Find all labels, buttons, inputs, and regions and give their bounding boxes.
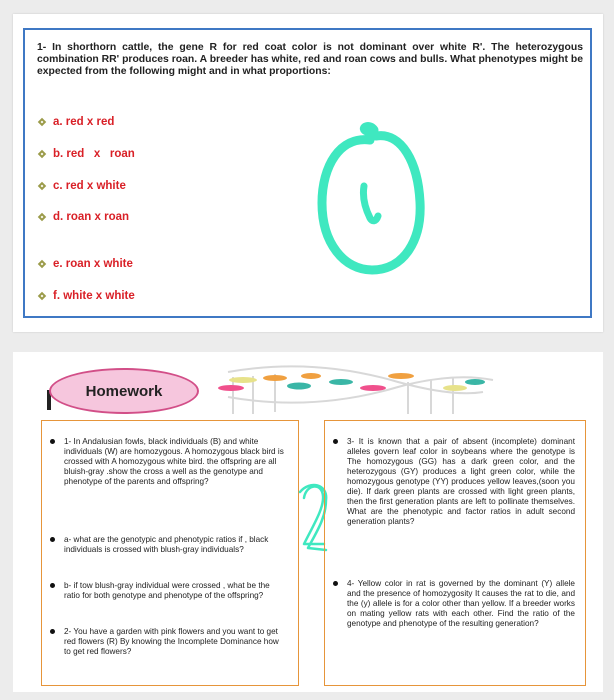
diamond-bullet-icon [38, 150, 46, 158]
bullet-icon [50, 583, 55, 588]
option-label: d. roan x roan [53, 211, 130, 223]
question-text: 1- In shorthorn cattle, the gene R for red coat color is not dominant over white R'. The heterozygous combination RR' produces roan. A breeder has white, red and roan cows and bulls. What phenotypes might be expected from the following might and in what proportions: [37, 42, 583, 77]
option-item [39, 178, 126, 194]
diamond-bullet-icon [38, 182, 46, 190]
slide-2 [13, 352, 603, 692]
option-label: f. white x white [53, 290, 135, 302]
option-item [39, 114, 114, 130]
diamond-bullet-icon [38, 118, 46, 126]
bullet-icon [50, 629, 55, 634]
homework-question: 2- You have a garden with pink flowers and you want to get red flowers (R) By knowing the Incomplete Dominance how to get red flowers? [64, 627, 286, 657]
bullet-icon [50, 537, 55, 542]
homework-right-box [324, 420, 586, 686]
handwritten-circle-annotation [310, 118, 430, 288]
bullet-icon [50, 439, 55, 444]
homework-heading: Homework [85, 382, 163, 400]
bullet-icon [333, 581, 338, 586]
homework-question: 4- Yellow color in rat is governed by the dominant (Y) allele and the presence of homozygosity It causes the rat to die, and the (y) allele is for a color other than yellow. If a breeder works on mating yellow rats with each other. Find the ratio of the genotype and phenotype of the resulting generation? [347, 579, 575, 629]
diamond-bullet-icon [38, 292, 46, 300]
homework-left-box [41, 420, 299, 686]
homework-question: 3- It is known that a pair of absent (incomplete) dominant alleles govern leaf color in soybeans where the genotype is The homozygous (GG) has a dark green color, and the heterozygous (GY) produces a light green color, while the homozygous genotype (YY) produces yellow leaves,(soon you die). If dark green plants are crossed with light green plants, then the first generation plants are left to pollinate themselves. What are the phenotypic and factor ratios in adult second generation plants? [347, 437, 575, 527]
bullet-icon [333, 439, 338, 444]
homework-question: b- if tow blush-gray individual were crossed , what be the ratio for both genotype and phenotype of the offspring? [64, 581, 286, 601]
option-item [39, 256, 133, 272]
option-item [39, 288, 135, 304]
diamond-bullet-icon [38, 260, 46, 268]
option-label: c. red x white [53, 180, 126, 192]
option-label: e. roan x white [53, 258, 133, 270]
homework-heading-bubble [49, 368, 199, 414]
diamond-bullet-icon [38, 213, 46, 221]
homework-question: a- what are the genotypic and phenotypic ratios if , black individuals is crossed with blush-gray individuals? [64, 535, 292, 555]
option-label: a. red x red [53, 116, 115, 128]
question-frame [23, 28, 592, 318]
option-list [39, 30, 339, 310]
option-item [39, 209, 129, 225]
option-label: b. red x roan [53, 148, 135, 160]
slide-1 [13, 14, 603, 332]
option-item [39, 146, 135, 162]
homework-question: 1- In Andalusian fowls, black individuals (B) and white individuals (W) are homozygous. A homozygous black bird is crossed with A homozygous white bird. the offspring are all bluish-gray .show the cross a well as the genotype and phenotype of the parents and offspring? [64, 437, 286, 487]
